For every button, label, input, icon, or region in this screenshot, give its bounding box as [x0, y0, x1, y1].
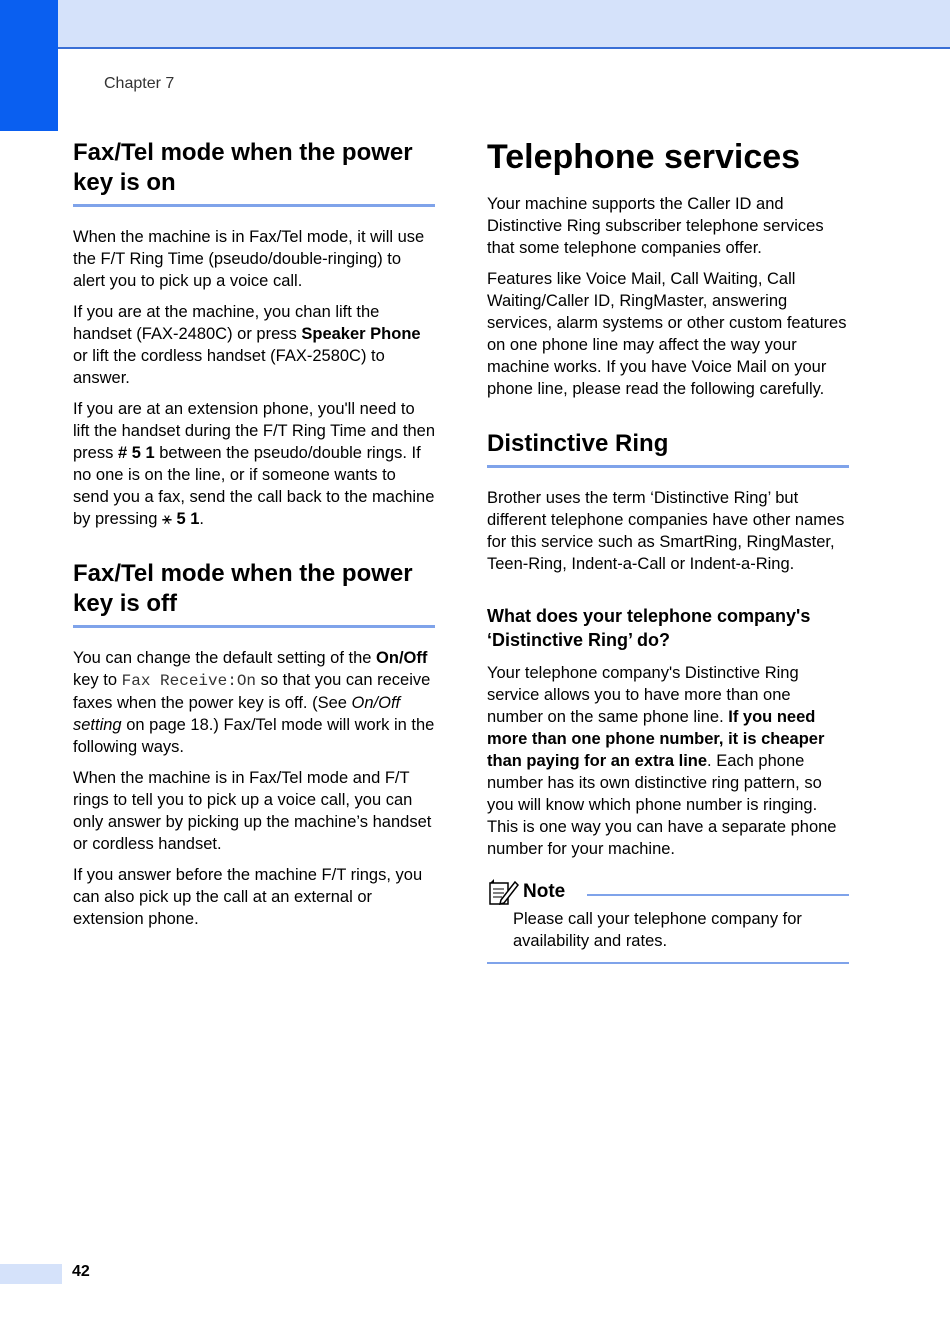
paragraph: When the machine is in Fax/Tel mode, it will use the F/T Ring Time (pseudo/double-ringing) to alert you to pick up a voice call.	[73, 228, 425, 290]
chapter-tab	[0, 0, 58, 131]
lcd-setting: Fax Receive:On	[121, 672, 257, 690]
page-number: 42	[72, 1263, 90, 1280]
key-on-off: On/Off	[376, 649, 428, 667]
section-title-power-on: Fax/Tel mode when the power key is on	[73, 138, 435, 207]
note-box	[487, 878, 849, 964]
note-text: Please call your telephone company for availability and rates.	[513, 910, 802, 950]
note-title: Note	[523, 881, 566, 902]
note-rule	[587, 894, 849, 896]
header-band	[0, 0, 950, 49]
subsection-title: What does your telephone company's ‘Distinctive Ring’ do?	[487, 606, 811, 650]
note-pencil-icon	[487, 878, 519, 906]
emphasis: If you need more than one phone number, it is cheaper than paying for an extra line	[487, 708, 825, 770]
key-code: # 5 1	[117, 444, 155, 462]
chapter-section-title: Telephone services	[487, 138, 801, 176]
cross-reference: On/Off setting	[73, 694, 401, 734]
left-column	[73, 138, 435, 939]
paragraph: Brother uses the term ‘Distinctive Ring’ but different telephone companies have other names for this service such as SmartRing, RingMaster, Teen-Ring, Indent-a-Call or Indent-a-Ring.	[487, 489, 845, 573]
right-column	[487, 136, 849, 964]
section-title-power-off: Fax/Tel mode when the power key is off	[73, 559, 435, 628]
paragraph: When the machine is in Fax/Tel mode and F/T rings to tell you to pick up a voice call, you can only answer by picking up the machine’s handset or cordless handset.	[73, 769, 432, 853]
section-title-distinctive-ring: Distinctive Ring	[487, 429, 849, 468]
paragraph: You can change the default setting of the On/Off key to Fax Receive:On so that you can receive faxes when the power key is off. (See On/Off setting on page 18.) Fax/Tel mode will work in the following ways.	[73, 649, 435, 756]
paragraph: Your telephone company's Distinctive Ring service allows you to have more than one number on the same phone line. If you need more than one phone number, it is cheaper than paying for an extra line. Each phone number has its own distinctive ring pattern, so you will know which phone number is ringing. This is one way you can have a separate phone number for your machine.	[487, 664, 837, 858]
key-code: 5 1	[171, 510, 200, 528]
paragraph: If you are at the machine, you chan lift the handset (FAX-2480C) or press Speaker Phone or lift the cordless handset (FAX-2580C) to answer.	[73, 303, 421, 387]
paragraph: Features like Voice Mail, Call Waiting, Call Waiting/Caller ID, RingMaster, answering services, alarm systems or other custom features on one phone line may affect the way your machine works. If you have Voice Mail on your phone line, please read the following carefully.	[487, 270, 847, 398]
paragraph: Your machine supports the Caller ID and Distinctive Ring subscriber telephone services that some telephone companies offer.	[487, 195, 824, 257]
star-key-icon: ⚹	[161, 510, 172, 528]
paragraph: If you are at an extension phone, you'll need to lift the handset during the F/T Ring Time and then press # 5 1 between the pseudo/double rings. If no one is on the line, or if someone wants to send you a fax, send the call back to the machine by pressing ⚹ 5 1.	[73, 400, 435, 528]
footer-band	[0, 1264, 62, 1284]
key-speaker-phone: Speaker Phone	[301, 325, 421, 343]
chapter-label: Chapter 7	[104, 75, 175, 92]
paragraph: If you answer before the machine F/T rings, you can also pick up the call at an external or extension phone.	[73, 866, 423, 928]
